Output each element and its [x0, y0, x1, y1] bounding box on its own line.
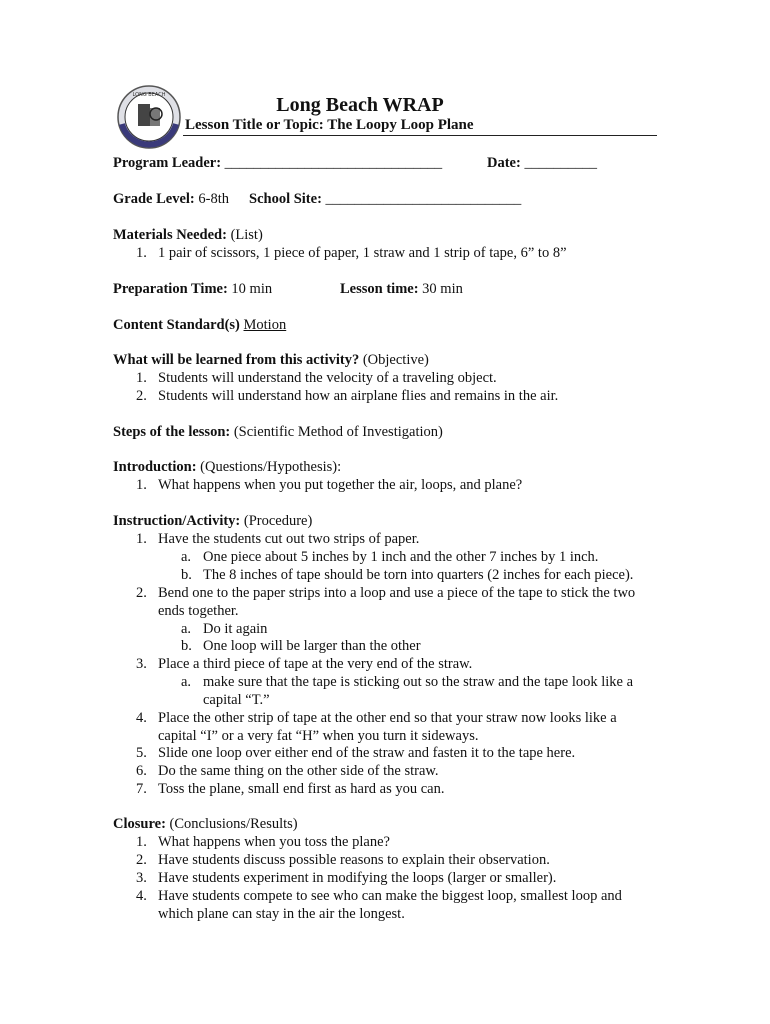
grade-level-label: Grade Level:: [113, 191, 195, 207]
list-item: a. Do it again: [181, 621, 268, 637]
prep-time-label: Preparation Time:: [113, 281, 228, 297]
list-item: 1. Students will understand the velocity of a traveling object.: [136, 370, 497, 386]
list-item: 2. Students will understand how an airplane flies and remains in the air.: [136, 388, 559, 404]
list-item: b. One loop will be larger than the other: [181, 638, 421, 654]
objective-item-text: Students will understand the velocity of a traveling object.: [158, 370, 497, 386]
introduction-label: Introduction:: [113, 459, 197, 475]
header-divider: [183, 135, 657, 136]
introduction-note: (Questions/Hypothesis):: [200, 459, 342, 475]
grade-level-row: [113, 191, 229, 208]
school-site-blank: ___________________________: [325, 191, 522, 207]
list-item: 4. Place the other strip of tape at the other end so that your straw now looks like a: [136, 710, 617, 726]
list-item-continuation: which plane can stay in the air the longest.: [158, 906, 405, 922]
list-item: a. One piece about 5 inches by 1 inch and the other 7 inches by 1 inch.: [181, 549, 599, 565]
list-item: 2. Have students discuss possible reasons to explain their observation.: [136, 852, 550, 868]
program-leader-blank: ______________________________: [224, 155, 443, 171]
list-item-continuation: ends together.: [158, 603, 239, 619]
list-item: 4. Have students compete to see who can make the biggest loop, smallest loop and: [136, 888, 622, 904]
materials-label: Materials Needed:: [113, 227, 227, 243]
steps-note: (Scientific Method of Investigation): [233, 424, 443, 440]
introduction-item-text: What happens when you put together the air, loops, and plane?: [158, 477, 523, 493]
lesson-time-value: 30 min: [422, 281, 463, 297]
school-site-row: [249, 191, 521, 208]
steps-label: Steps of the lesson:: [113, 424, 231, 440]
list-item-continuation: capital “I” or a very fat “H” when you turn it sideways.: [158, 728, 479, 744]
introduction-heading: [113, 459, 341, 476]
closure-note: (Conclusions/Results): [169, 816, 298, 832]
list-item: 3. Place a third piece of tape at the very end of the straw.: [136, 656, 473, 672]
materials-note: (List): [230, 227, 263, 243]
program-leader-label: Program Leader:: [113, 155, 222, 171]
list-item: 1. 1 pair of scissors, 1 piece of paper, 1 straw and 1 strip of tape, 6” to 8”: [136, 245, 567, 261]
objective-heading: [113, 352, 429, 369]
list-item: b. The 8 inches of tape should be torn into quarters (2 inches for each piece).: [181, 567, 634, 583]
list-item: 6. Do the same thing on the other side of the straw.: [136, 763, 439, 779]
svg-text:LONG BEACH: LONG BEACH: [132, 92, 166, 98]
list-item: 2. Bend one to the paper strips into a loop and use a piece of the tape to stick the two: [136, 585, 636, 601]
steps-heading: [113, 424, 443, 441]
closure-heading: [113, 816, 298, 833]
date-blank: __________: [524, 155, 597, 171]
list-item: 7. Toss the plane, small end first as hard as you can.: [136, 781, 445, 797]
content-standard-value: Motion: [243, 317, 287, 333]
materials-item-text: 1 pair of scissors, 1 piece of paper, 1 straw and 1 strip of tape, 6” to 8”: [158, 245, 567, 261]
school-site-label: School Site:: [249, 191, 322, 207]
objective-note: (Objective): [362, 352, 429, 368]
list-item-continuation: capital “T.”: [203, 692, 270, 708]
closure-label: Closure:: [113, 816, 166, 832]
objective-label: What will be learned from this activity?: [113, 352, 360, 368]
prep-time-row: [113, 281, 272, 298]
list-item: 3. Have students experiment in modifying the loops (larger or smaller).: [136, 870, 557, 886]
instruction-heading: [113, 513, 312, 530]
date-label: Date:: [487, 155, 521, 171]
instruction-label: Instruction/Activity:: [113, 513, 241, 529]
program-leader-row: [113, 155, 442, 172]
list-item: 1. What happens when you put together the air, loops, and plane?: [136, 477, 523, 493]
list-item: 5. Slide one loop over either end of the straw and fasten it to the tape here.: [136, 745, 576, 761]
wrap-logo-seal: [116, 84, 182, 150]
date-row: [487, 155, 597, 172]
content-standard-label: Content Standard(s): [113, 317, 240, 333]
objective-item-text: Students will understand how an airplane flies and remains in the air.: [158, 388, 559, 404]
page-title: Long Beach WRAP: [276, 94, 444, 116]
grade-level-value: 6-8th: [198, 191, 229, 207]
lesson-time-label: Lesson time:: [340, 281, 419, 297]
instruction-note: (Procedure): [243, 513, 313, 529]
list-item: 1. Have the students cut out two strips of paper.: [136, 531, 420, 547]
materials-heading: [113, 227, 263, 244]
content-standard-row: [113, 317, 286, 334]
lesson-time-row: [340, 281, 463, 298]
list-item: a. make sure that the tape is sticking out so the straw and the tape look like a: [181, 674, 634, 690]
prep-time-value: 10 min: [231, 281, 273, 297]
lesson-title: Lesson Title or Topic: The Loopy Loop Plane: [185, 117, 474, 133]
list-item: 1. What happens when you toss the plane?: [136, 834, 390, 850]
